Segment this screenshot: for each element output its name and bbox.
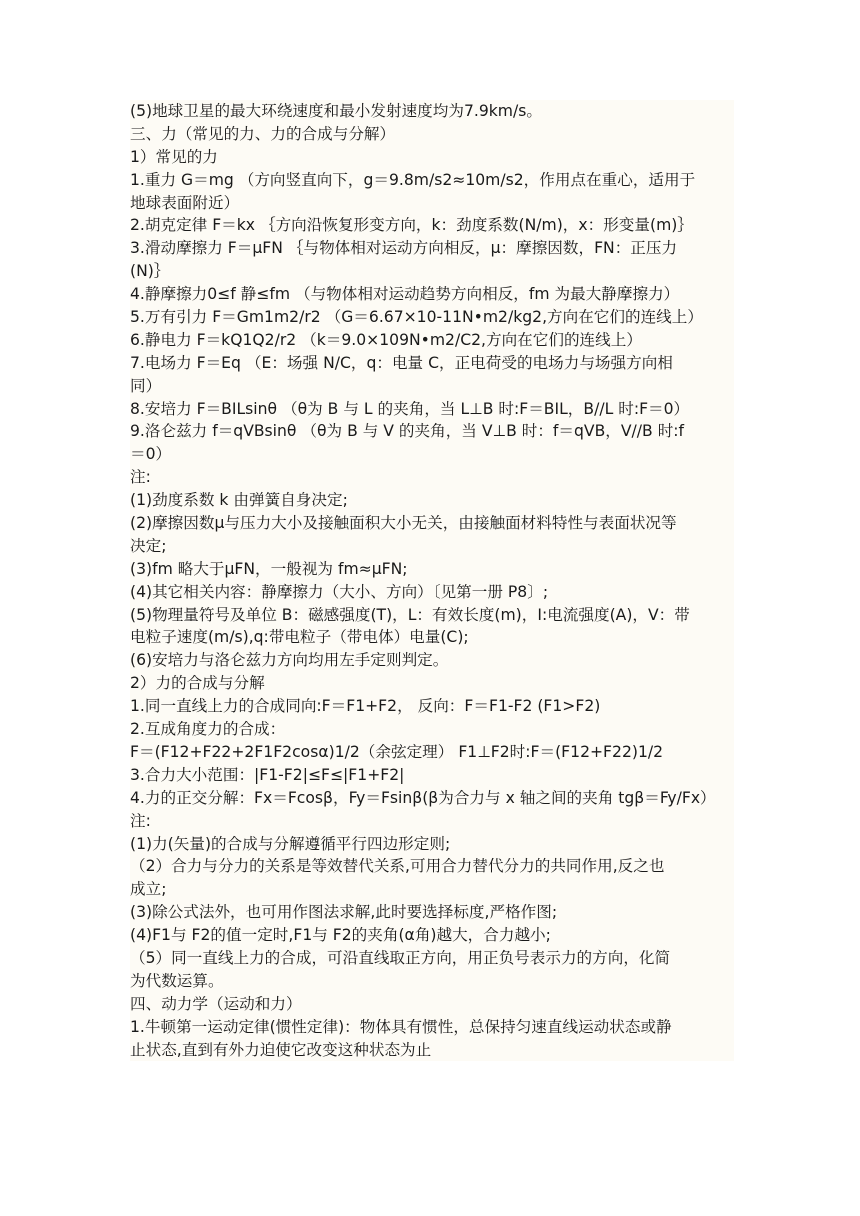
text-line: 2.互成角度力的合成： — [130, 720, 286, 739]
text-line: ＝0） — [130, 445, 172, 464]
text-line: (3)除公式法外，也可用作图法求解,此时要选择标度,严格作图; — [130, 903, 558, 922]
note-heading: 注: — [130, 468, 151, 487]
text-line: 1.同一直线上力的合成同向:F＝F1+F2， 反向：F＝F1-F2 (F1>F2) — [130, 697, 601, 716]
text-line: 3.合力大小范围：|F1-F2|≤F≤|F1+F2| — [130, 765, 405, 784]
text-line: 1.重力 G＝mg （方向竖直向下，g＝9.8m/s2≈10m/s2，作用点在重心，适用于 — [130, 170, 696, 189]
text-line: (1)劲度系数 k 由弹簧自身决定; — [130, 491, 348, 510]
text-line: 同） — [130, 376, 162, 395]
text-line: 2.胡克定律 F＝kx ｛方向沿恢复形变方向，k：劲度系数(N/m)，x：形变量(m)｝ — [130, 216, 693, 235]
text-line: (2)摩擦因数μ与压力大小及接触面积大小无关，由接触面材料特性与表面状况等 — [130, 514, 677, 533]
text-line: (6)安培力与洛仑兹力方向均用左手定则判定。 — [130, 651, 449, 670]
text-line: 电粒子速度(m/s),q:带电粒子（带电体）电量(C); — [130, 628, 469, 647]
text-line: （5）同一直线上力的合成，可沿直线取正方向，用正负号表示力的方向，化简 — [130, 948, 671, 967]
text-line: (4)F1与 F2的值一定时,F1与 F2的夹角(α角)越大，合力越小; — [130, 926, 551, 945]
text-line: 止状态,直到有外力迫使它改变这种状态为止 — [130, 1040, 432, 1059]
subsection-heading: 1）常见的力 — [130, 147, 218, 166]
text-line: 为代数运算。 — [130, 971, 224, 990]
text-line: （2）合力与分力的关系是等效替代关系,可用合力替代分力的共同作用,反之也 — [130, 857, 665, 876]
text-line: 3.滑动摩擦力 F＝μFN ｛与物体相对运动方向相反，μ：摩擦因数，FN：正压力 — [130, 239, 678, 258]
text-line: 4.力的正交分解：Fx＝Fcosβ，Fy＝Fsinβ(β为合力与 x 轴之间的夹角 tgβ＝Fy/Fx） — [130, 788, 716, 807]
text-line: (N)｝ — [130, 262, 170, 281]
section-heading: 四、动力学（运动和力） — [130, 994, 302, 1013]
text-line: 成立; — [130, 880, 167, 899]
text-line: 决定; — [130, 536, 167, 555]
text-line: (1)力(矢量)的合成与分解遵循平行四边形定则; — [130, 834, 451, 853]
text-line: 7.电场力 F＝Eq （E：场强 N/C，q：电量 C，正电荷受的电场力与场强方向相 — [130, 353, 673, 372]
text-line: F＝(F12+F22+2F1F2cosα)1/2（余弦定理） F1⊥F2时:F＝(F12+F22)1/2 — [130, 742, 664, 761]
subsection-heading: 2）力的合成与分解 — [130, 674, 265, 693]
text-line: 地球表面附近） — [130, 193, 240, 212]
document-body — [130, 100, 734, 1061]
text-line: 5.万有引力 F＝Gm1m2/r2 （G＝6.67×10-11N•m2/kg2,方向在它们的连线上） — [130, 308, 703, 327]
text-line: (3)fm 略大于μFN，一般视为 fm≈μFN; — [130, 559, 408, 578]
text-line: (4)其它相关内容：静摩擦力（大小、方向）〔见第一册 P8〕; — [130, 582, 549, 601]
text-line: 6.静电力 F＝kQ1Q2/r2 （k＝9.0×109N•m2/C2,方向在它们的连线上） — [130, 330, 642, 349]
text-line: (5)地球卫星的最大环绕速度和最小发射速度均为7.9km/s。 — [130, 102, 542, 120]
text-line: 9.洛仑兹力 f＝qVBsinθ （θ为 B 与 V 的夹角，当 V⊥B 时：f＝qVB，V//B 时:f — [130, 422, 685, 441]
text-line: (5)物理量符号及单位 B：磁感强度(T)，L：有效长度(m)，I:电流强度(A)，V：带 — [130, 605, 690, 624]
text-line: 4.静摩擦力0≤f 静≤fm （与物体相对运动趋势方向相反，fm 为最大静摩擦力） — [130, 285, 680, 304]
note-heading: 注: — [130, 811, 151, 830]
text-line: 8.安培力 F＝BILsinθ （θ为 B 与 L 的夹角，当 L⊥B 时:F＝BIL，B//L 时:F＝0） — [130, 399, 690, 418]
text-line: 1.牛顿第一运动定律(惯性定律)：物体具有惯性，总保持匀速直线运动状态或静 — [130, 1017, 672, 1036]
section-heading: 三、力（常见的力、力的合成与分解） — [130, 124, 396, 143]
